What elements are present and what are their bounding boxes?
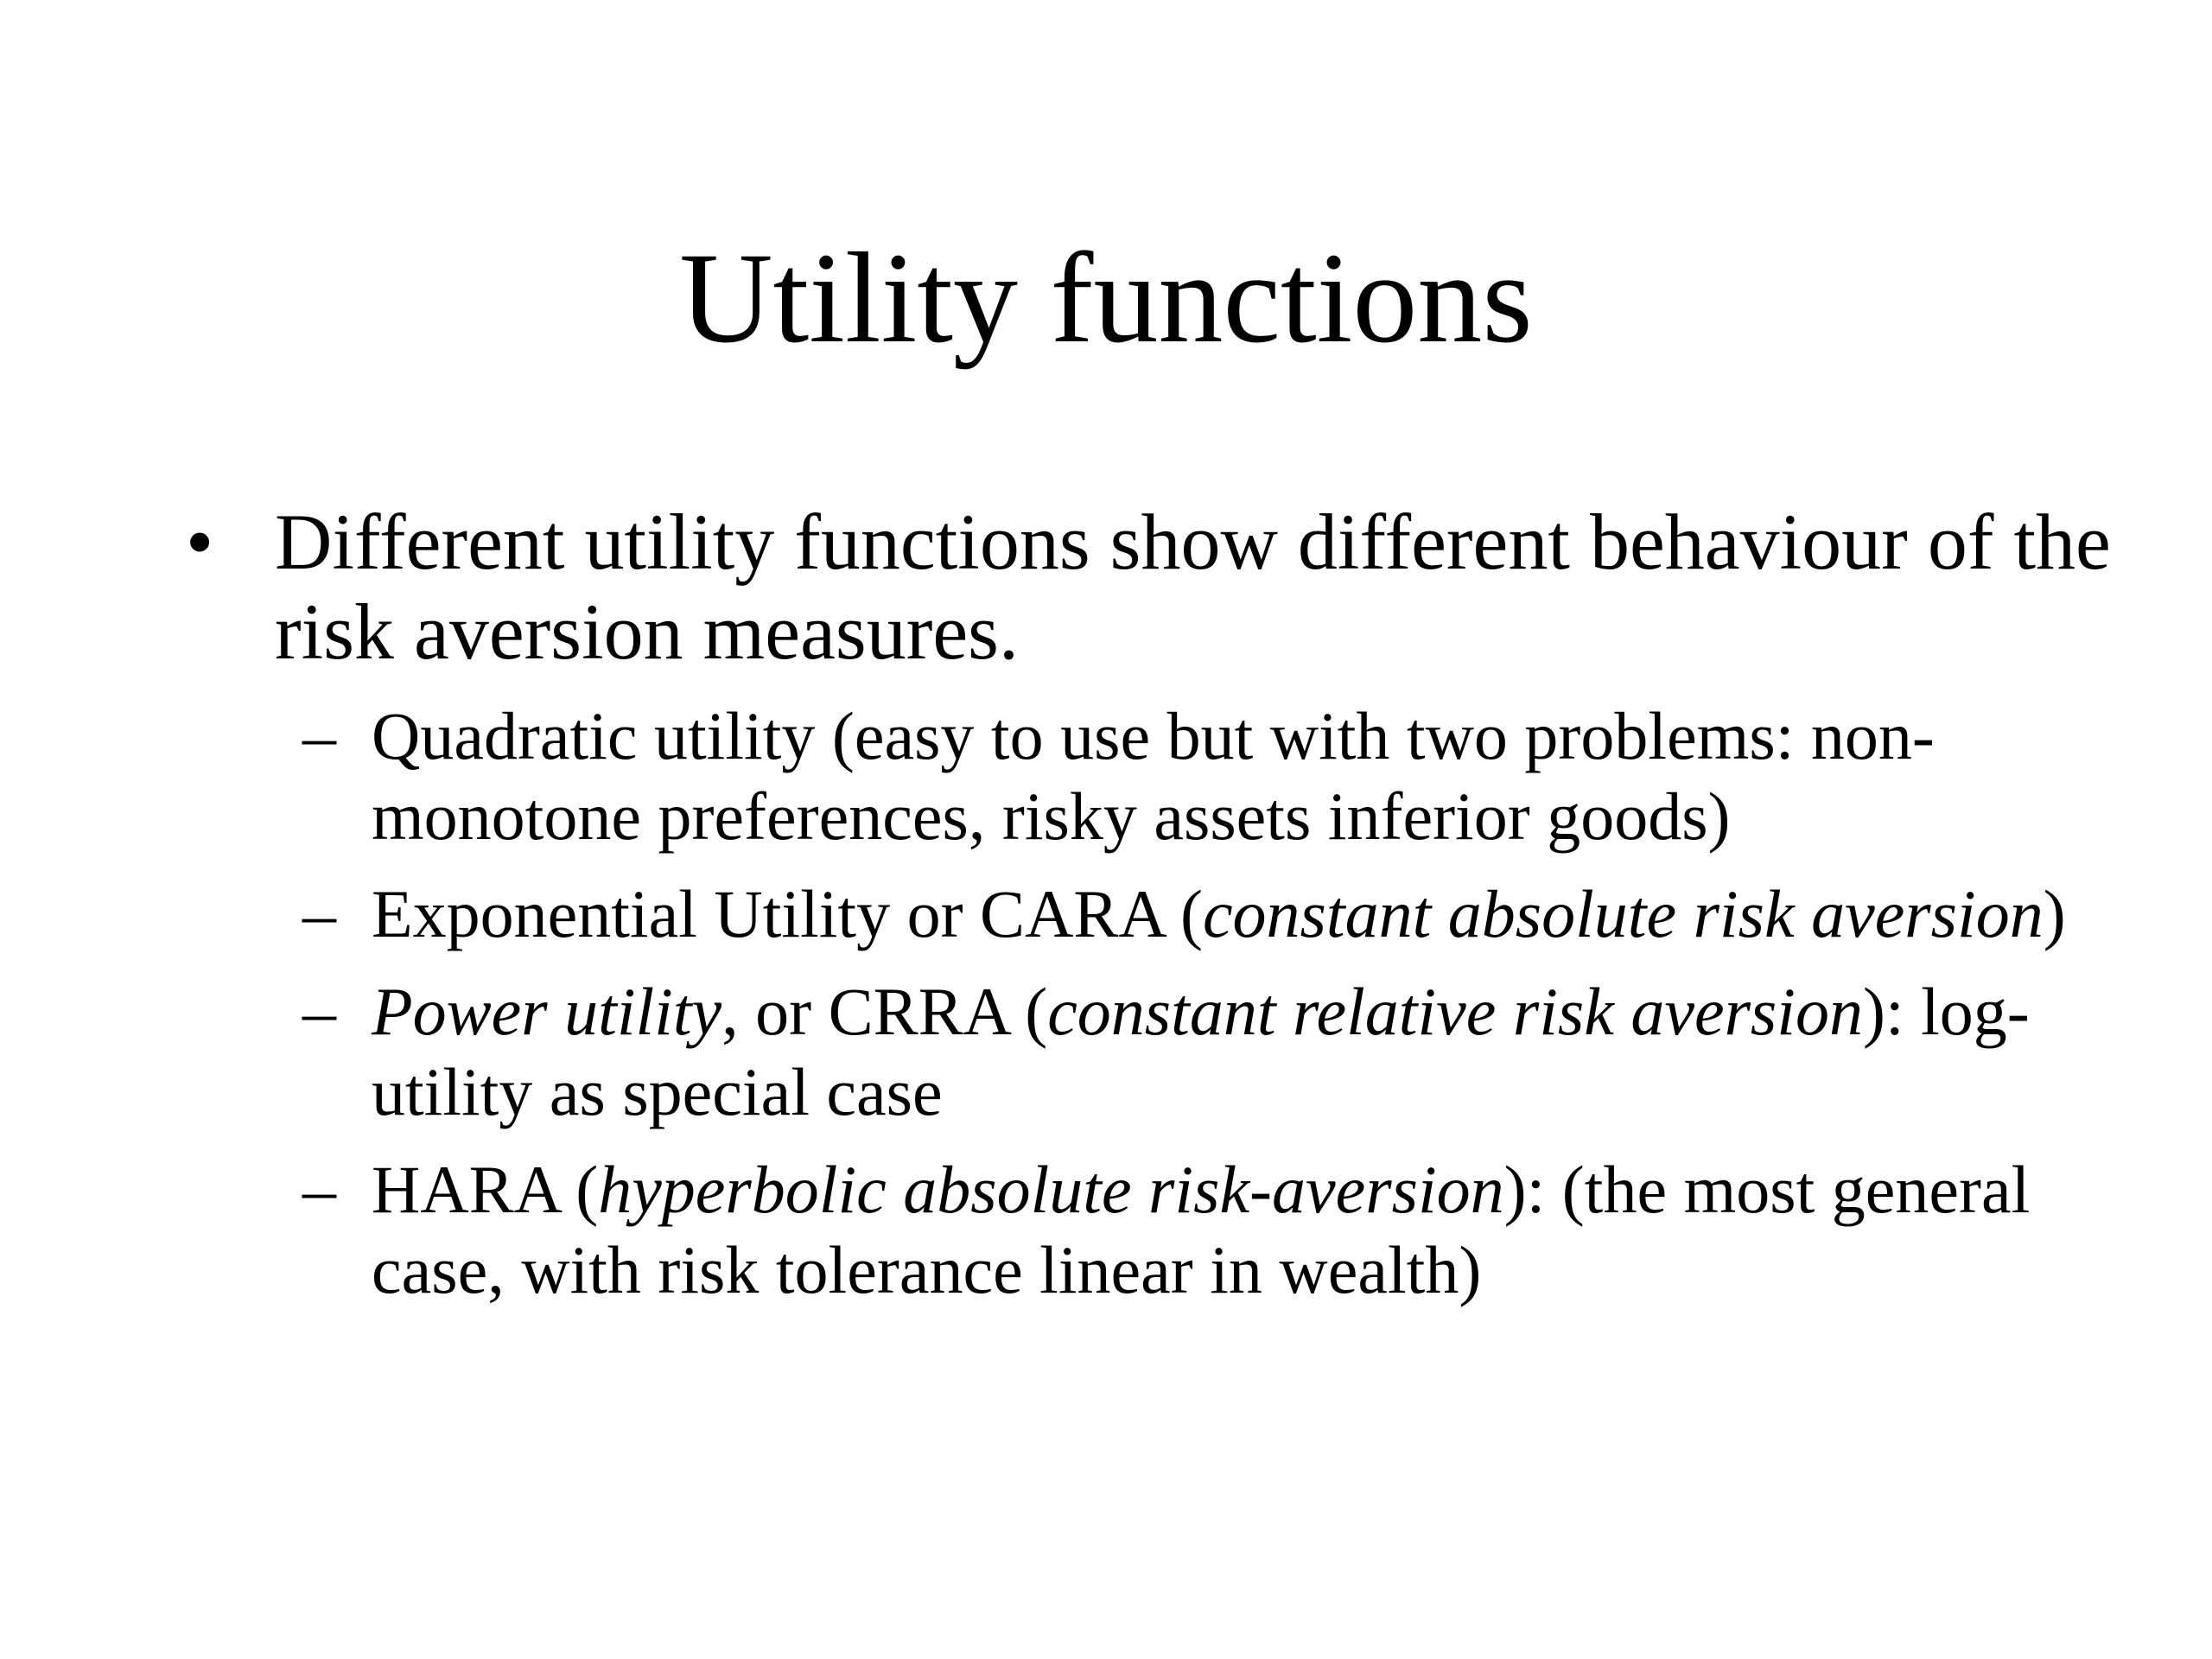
dash-marker: – [302, 876, 336, 951]
text-segment: Exponential Utility or CARA ( [372, 876, 1203, 951]
text-segment: ) [2043, 876, 2066, 951]
dash-marker: – [302, 974, 336, 1049]
sub-item-hara [302, 1149, 2130, 1310]
bullet-list [186, 497, 2130, 1327]
text-segment: HARA ( [372, 1152, 599, 1227]
slide-title: Utility functions [679, 226, 1533, 370]
text-segment: ): (the most general case, with risk tolerance linear in wealth) [372, 1152, 2031, 1307]
sub-item-text: Quadratic utility (easy to use but with two problems: non-monotone preferences, risky assets inferior goods) [372, 698, 1935, 854]
italic-segment: Power utility [372, 974, 722, 1049]
bullet-marker: • [186, 498, 214, 586]
sub-list [186, 696, 2130, 1310]
italic-segment: constant relative risk aversion [1047, 974, 1863, 1049]
sub-item-quadratic [302, 696, 2130, 856]
sub-item-text [372, 876, 2066, 951]
text-segment: , or CRRA ( [721, 974, 1048, 1049]
italic-segment: hyperbolic absolute risk-aversion [598, 1152, 1504, 1227]
bullet-item [186, 497, 2130, 677]
sub-item-text [372, 1152, 2030, 1307]
bullet-text: Different utility functions show different behaviour of the risk aversion measures. [275, 498, 2111, 676]
dash-marker: – [302, 1152, 336, 1227]
italic-segment: constant absolute risk aversion [1202, 876, 2044, 951]
text-segment: ): log-utility as special case [372, 974, 2030, 1129]
dash-marker: – [302, 698, 336, 773]
sub-item-exponential [302, 874, 2130, 954]
sub-item-text [372, 974, 2030, 1129]
sub-item-power [302, 971, 2130, 1132]
